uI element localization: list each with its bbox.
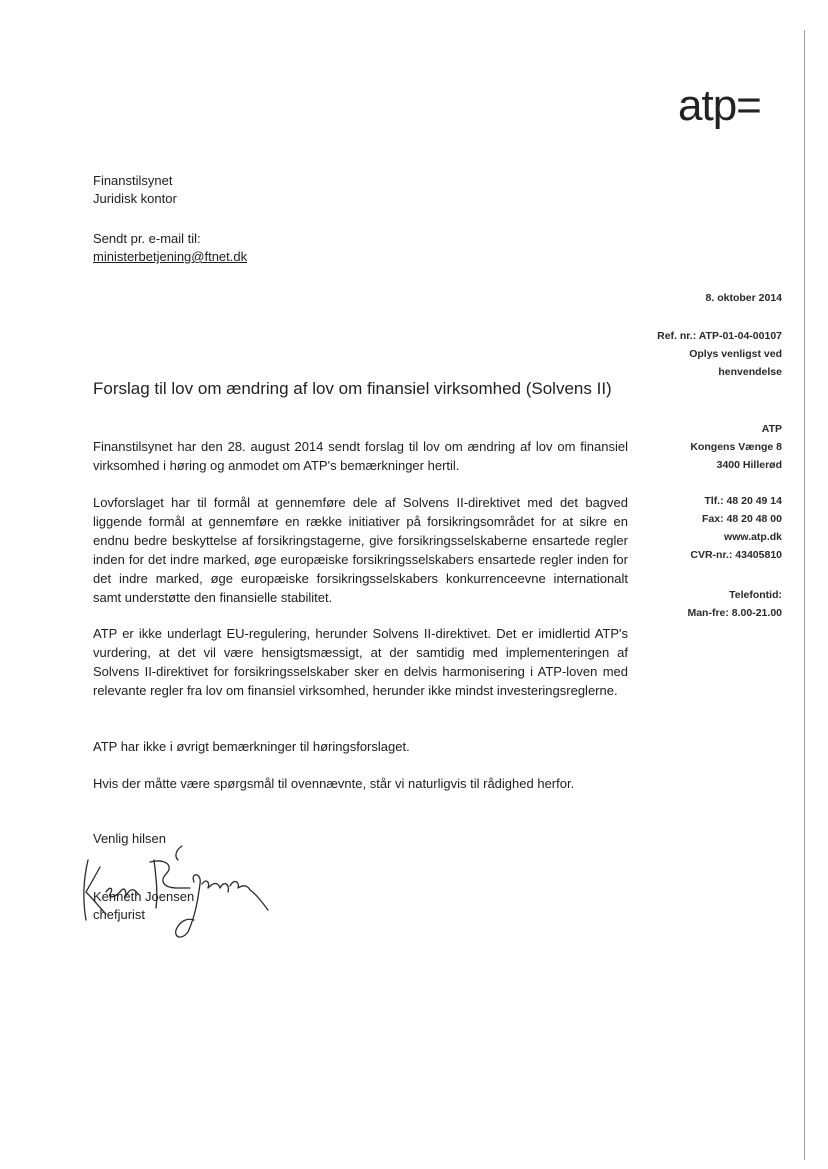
body-paragraph-1: Finanstilsynet har den 28. august 2014 sendt forslag til lov om ændring af lov om finansiel virksomhed i høring og anmodet om ATP's bemærkninger hertil. bbox=[93, 439, 628, 473]
reference-block bbox=[657, 327, 782, 381]
letter-subject-heading: Forslag til lov om ændring af lov om finansiel virksomhed (Solvens II) bbox=[93, 379, 612, 398]
sent-label: Sendt pr. e-mail til: bbox=[93, 231, 201, 246]
recipient-department: Juridisk kontor bbox=[93, 191, 177, 206]
recipient-block bbox=[93, 172, 177, 208]
recipient-name: Finanstilsynet bbox=[93, 173, 173, 188]
signatory-title: chefjurist bbox=[93, 907, 146, 922]
reference-note-line1: Oplys venligst ved bbox=[689, 348, 782, 360]
sender-cvr: CVR-nr.: 43405810 bbox=[690, 549, 782, 561]
reference-note-line2: henvendelse bbox=[718, 366, 782, 378]
sender-city: 3400 Hillerød bbox=[716, 459, 782, 471]
phone-hours-label: Telefontid: bbox=[729, 589, 782, 601]
closing-greeting: Venlig hilsen bbox=[93, 831, 166, 846]
sender-address bbox=[690, 420, 782, 474]
signatory-name: Kenneth Joensen bbox=[93, 889, 195, 904]
body-paragraph-4: ATP har ikke i øvrigt bemærkninger til høringsforslaget. bbox=[93, 739, 410, 754]
phone-hours-value: Man-fre: 8.00-21.00 bbox=[687, 607, 782, 619]
sender-phone: Tlf.: 48 20 49 14 bbox=[704, 495, 782, 507]
recipient-email-link[interactable]: ministerbetjening@ftnet.dk bbox=[93, 249, 248, 264]
sender-website[interactable]: www.atp.dk bbox=[724, 531, 782, 543]
phone-hours bbox=[687, 586, 782, 622]
sender-contact bbox=[690, 492, 782, 564]
sender-org: ATP bbox=[761, 423, 782, 435]
sent-by-email-block bbox=[93, 230, 247, 266]
letter-date: 8. oktober 2014 bbox=[705, 292, 782, 304]
sender-street: Kongens Vænge 8 bbox=[690, 441, 782, 453]
reference-number: Ref. nr.: ATP-01-04-00107 bbox=[657, 330, 782, 342]
body-paragraph-2: Lovforslaget har til formål at gennemføre dele af Solvens II-direktivet med det bagved liggende formål at gennemføre en række initiativer på forsikringsområdet for at sikre en endnu bedre beskyttelse af forsikringstagerne, give forsikringsselskaberne ensartede regler inden for det indre marked, øge europæiske forsikringsselskabers ensartede regler inden for det indre marked, øge europæiske forsikringsselskabers konkurrenceevne internationalt samt understøtte den finansielle stabilitet. bbox=[93, 495, 628, 605]
page-edge-line bbox=[804, 30, 805, 1160]
atp-logo: atp= bbox=[678, 81, 761, 130]
body-paragraph-5: Hvis der måtte være spørgsmål til ovennævnte, står vi naturligvis til rådighed herfor. bbox=[93, 776, 575, 791]
sender-fax: Fax: 48 20 48 00 bbox=[702, 513, 782, 525]
body-paragraph-3: ATP er ikke underlagt EU-regulering, herunder Solvens II-direktivet. Det er imidlertid ATP's vurdering, at det vil være hensigtsmæssigt, at der samtidig med implementeringen af Solvens II-direktivet for forsikringsselskaber sker en delvis harmonisering i ATP-loven med relevante regler fra lov om finansiel virksomhed, herunder ikke mindst investeringsreglerne. bbox=[93, 626, 628, 698]
